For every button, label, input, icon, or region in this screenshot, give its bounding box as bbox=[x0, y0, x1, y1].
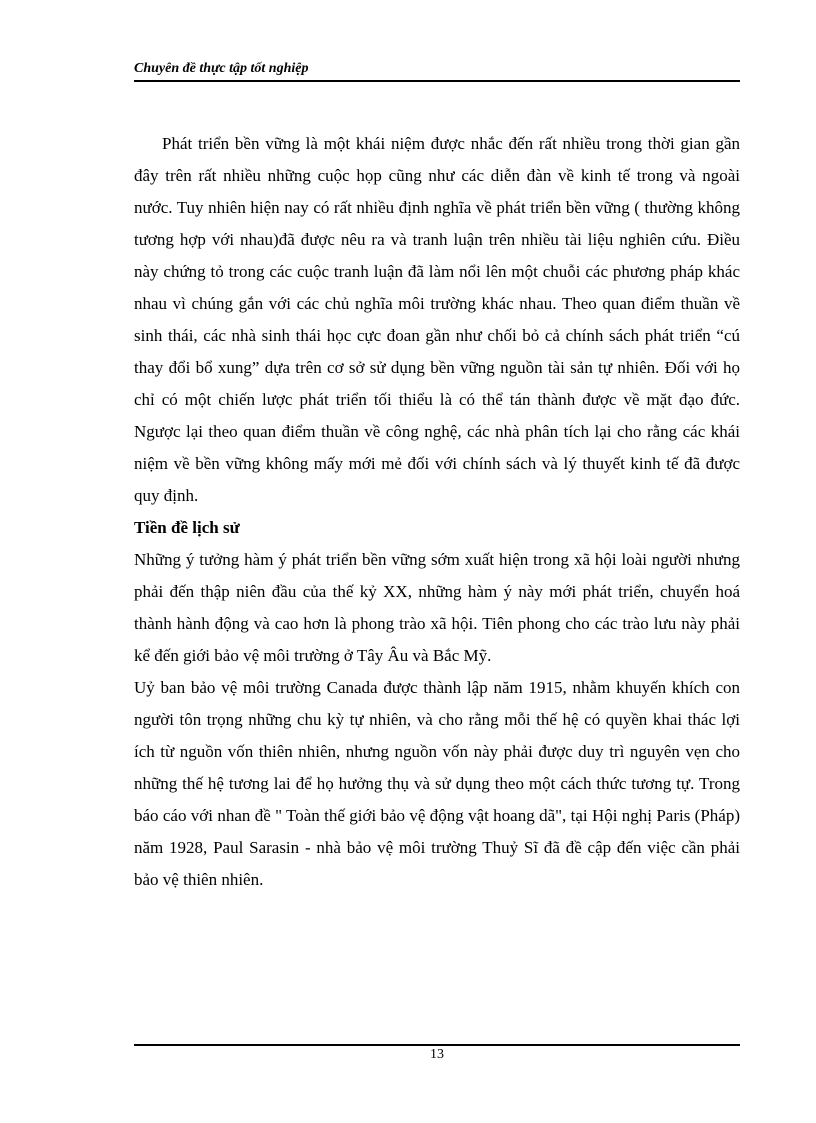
page-footer bbox=[134, 1044, 740, 1064]
document-body bbox=[134, 128, 740, 896]
page-number: 13 bbox=[430, 1047, 444, 1062]
section-heading: Tiền đề lịch sử bbox=[134, 518, 240, 537]
paragraph-sustainable-development: Phát triển bền vững là một khái niệm được nhắc đến rất nhiều trong thời gian gần đây trên rất nhiều những cuộc họp cũng như các diễn đàn về kinh tế trong và ngoài nước. Tuy nhiên hiện nay có rất nhiều định nghĩa về phát triển bền vững ( thường không tương hợp với nhau)đã được nêu ra và tranh luận trên nhiều tài liệu nghiên cứu. Điều này chứng tỏ trong các cuộc tranh luận đã làm nổi lên một chuỗi các phương pháp khác nhau vì chúng gắn với các chủ nghĩa môi trường khác nhau. Theo quan điểm thuần về sinh thái, các nhà sinh thái học cực đoan gần như chối bỏ cả chính sách phát triển “cú thay đổi bổ xung” dựa trên cơ sở sử dụng bền vững nguồn tài sản tự nhiên. Đối với họ chỉ có một chiến lược phát triển tối thiểu là có thể tán thành được về mặt đạo đức. Ngược lại theo quan điểm thuần về công nghệ, các nhà phân tích lại cho rằng các khái niệm về bền vững không mấy mới mẻ đối với chính sách và lý thuyết kinh tế đã được quy định. bbox=[134, 134, 740, 505]
paragraph-historical-ideas: Những ý tưởng hàm ý phát triển bền vững sớm xuất hiện trong xã hội loài người nhưng phải đến thập niên đầu của thế kỷ XX, những hàm ý này mới phát triển, chuyển hoá thành hành động và cao hơn là phong trào xã hội. Tiên phong cho các trào lưu này phải kể đến giới bảo vệ môi trường ở Tây Âu và Bắc Mỹ. bbox=[134, 550, 740, 665]
page-header bbox=[134, 56, 740, 82]
header-title: Chuyên đề thực tập tốt nghiệp bbox=[134, 61, 309, 76]
paragraph-canada-committee: Uỷ ban bảo vệ môi trường Canada được thành lập năm 1915, nhằm khuyến khích con người tôn trọng những chu kỳ tự nhiên, và cho rằng mỗi thế hệ có quyền khai thác lợi ích từ nguồn vốn thiên nhiên, nhưng nguồn vốn này phải được duy trì nguyên vẹn cho những thế hệ tương lai để họ hưởng thụ và sử dụng theo một cách thức tương tự. Trong báo cáo với nhan đề " Toàn thế giới bảo vệ động vật hoang dã", tại Hội nghị Paris (Pháp) năm 1928, Paul Sarasin - nhà bảo vệ môi trường Thuỷ Sĩ đã đề cập đến việc cần phải bảo vệ thiên nhiên. bbox=[134, 678, 740, 889]
